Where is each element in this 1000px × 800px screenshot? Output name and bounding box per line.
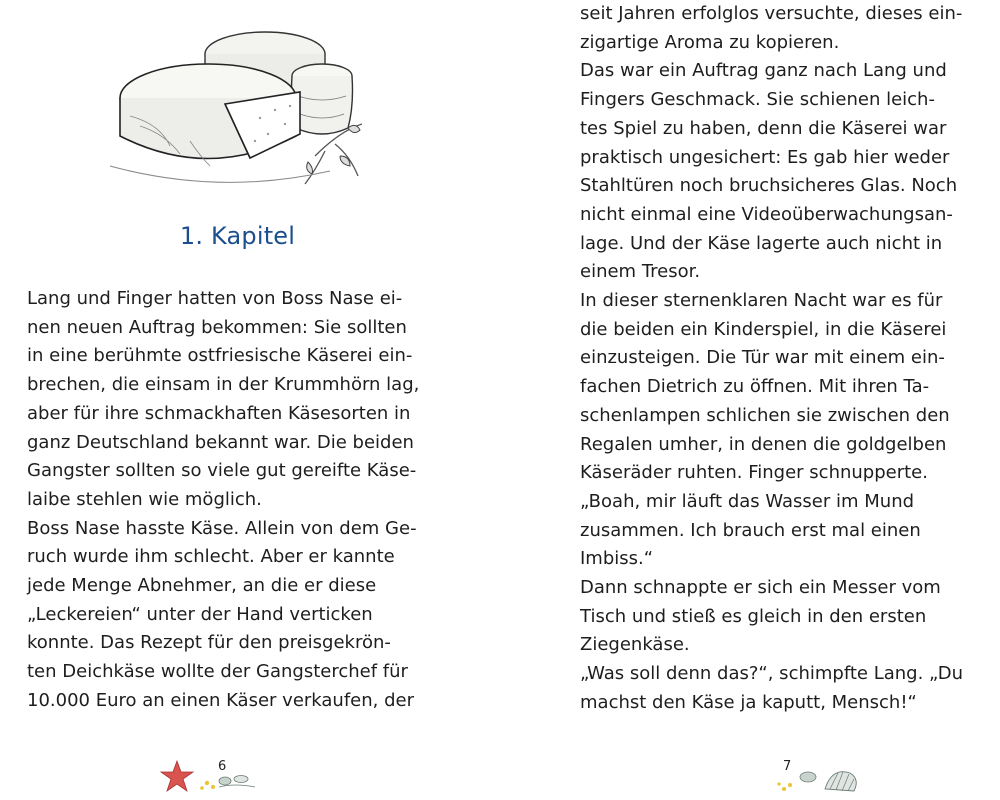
text-line: Käseräder ruhten. Finger schnupperte. — [580, 462, 928, 484]
text-line: laibe stehlen wie möglich. — [27, 488, 262, 510]
text-line: ganz Deutschland bekannt war. Die beiden — [27, 431, 414, 453]
text-line: Imbiss.“ — [580, 548, 654, 570]
page-number: 7 — [783, 759, 792, 774]
text-line: Tisch und stieß es gleich in den ersten — [580, 605, 927, 627]
text-line: konnte. Das Rezept für den preisgekrön- — [27, 632, 391, 654]
text-line: „Leckereien“ unter der Hand verticken — [27, 603, 373, 625]
right-page — [500, 0, 1000, 800]
text-line: einem Tresor. — [580, 261, 701, 283]
text-line: seit Jahren erfolglos versuchte, dieses ein- — [580, 3, 963, 24]
text-line: machst den Käse ja kaputt, Mensch!“ — [580, 691, 917, 713]
text-line: tes Spiel zu haben, denn die Käserei war — [580, 117, 947, 139]
text-line: aber für ihre schmackhaften Käsesorten in — [27, 402, 411, 424]
text-line: 10.000 Euro an einen Käser verkaufen, der — [27, 689, 414, 711]
text-line: einzusteigen. Die Tür war mit einem ein- — [580, 347, 945, 369]
text-line: zusammen. Ich brauch erst mal einen — [580, 519, 921, 541]
shells-icon — [770, 757, 865, 797]
left-page-text — [27, 285, 467, 716]
text-line: lage. Und der Käse lagerte auch nicht in — [580, 232, 943, 254]
text-line: ruch wurde ihm schlecht. Aber er kannte — [27, 546, 395, 568]
text-line: Stahltüren noch bruchsicheres Glas. Noch — [580, 175, 958, 197]
page-number: 6 — [218, 759, 227, 774]
text-line: Gangster sollten so viele gut gereifte Käse- — [27, 460, 417, 482]
text-line: schenlampen schlichen sie zwischen den — [580, 404, 950, 426]
text-line: in eine berühmte ostfriesische Käserei ein- — [27, 345, 413, 367]
starfish-shells-icon — [155, 757, 265, 797]
chapter-title: 1. Kapitel — [179, 222, 296, 250]
text-line: nicht einmal eine Videoüberwachungsan- — [580, 203, 953, 225]
text-line: praktisch ungesichert: Es gab hier weder — [580, 146, 950, 168]
text-line: brechen, die einsam in der Krummhörn lag, — [27, 374, 420, 396]
text-line: ten Deichkäse wollte der Gangsterchef für — [27, 661, 408, 683]
text-line: „Boah, mir läuft das Wasser im Mund — [580, 490, 915, 512]
text-line: nen neuen Auftrag bekommen: Sie sollten — [27, 316, 407, 338]
text-line: „Was soll denn das?“, schimpfte Lang. „Du — [580, 663, 963, 685]
text-line: Dann schnappte er sich ein Messer vom — [580, 577, 941, 599]
text-line: Boss Nase hasste Käse. Allein von dem Ge- — [27, 517, 417, 539]
text-line: Ziegenkäse. — [580, 634, 690, 656]
cheese-illustration-icon — [100, 6, 370, 196]
text-line: In dieser sternenklaren Nacht war es für — [580, 290, 943, 312]
text-line: fachen Dietrich zu öffnen. Mit ihren Ta- — [580, 376, 930, 398]
text-line: Lang und Finger hatten von Boss Nase ei- — [27, 288, 403, 309]
text-line: Das war ein Auftrag ganz nach Lang und — [580, 60, 947, 82]
text-line: die beiden ein Kinderspiel, in die Käserei — [580, 318, 947, 340]
right-page-text — [580, 0, 1000, 718]
text-line: jede Menge Abnehmer, an die er diese — [27, 575, 377, 597]
text-line: Regalen umher, in denen die goldgelben — [580, 433, 947, 455]
text-line: Fingers Geschmack. Sie schienen leich- — [580, 89, 935, 111]
text-line: zigartige Aroma zu kopieren. — [580, 31, 840, 53]
